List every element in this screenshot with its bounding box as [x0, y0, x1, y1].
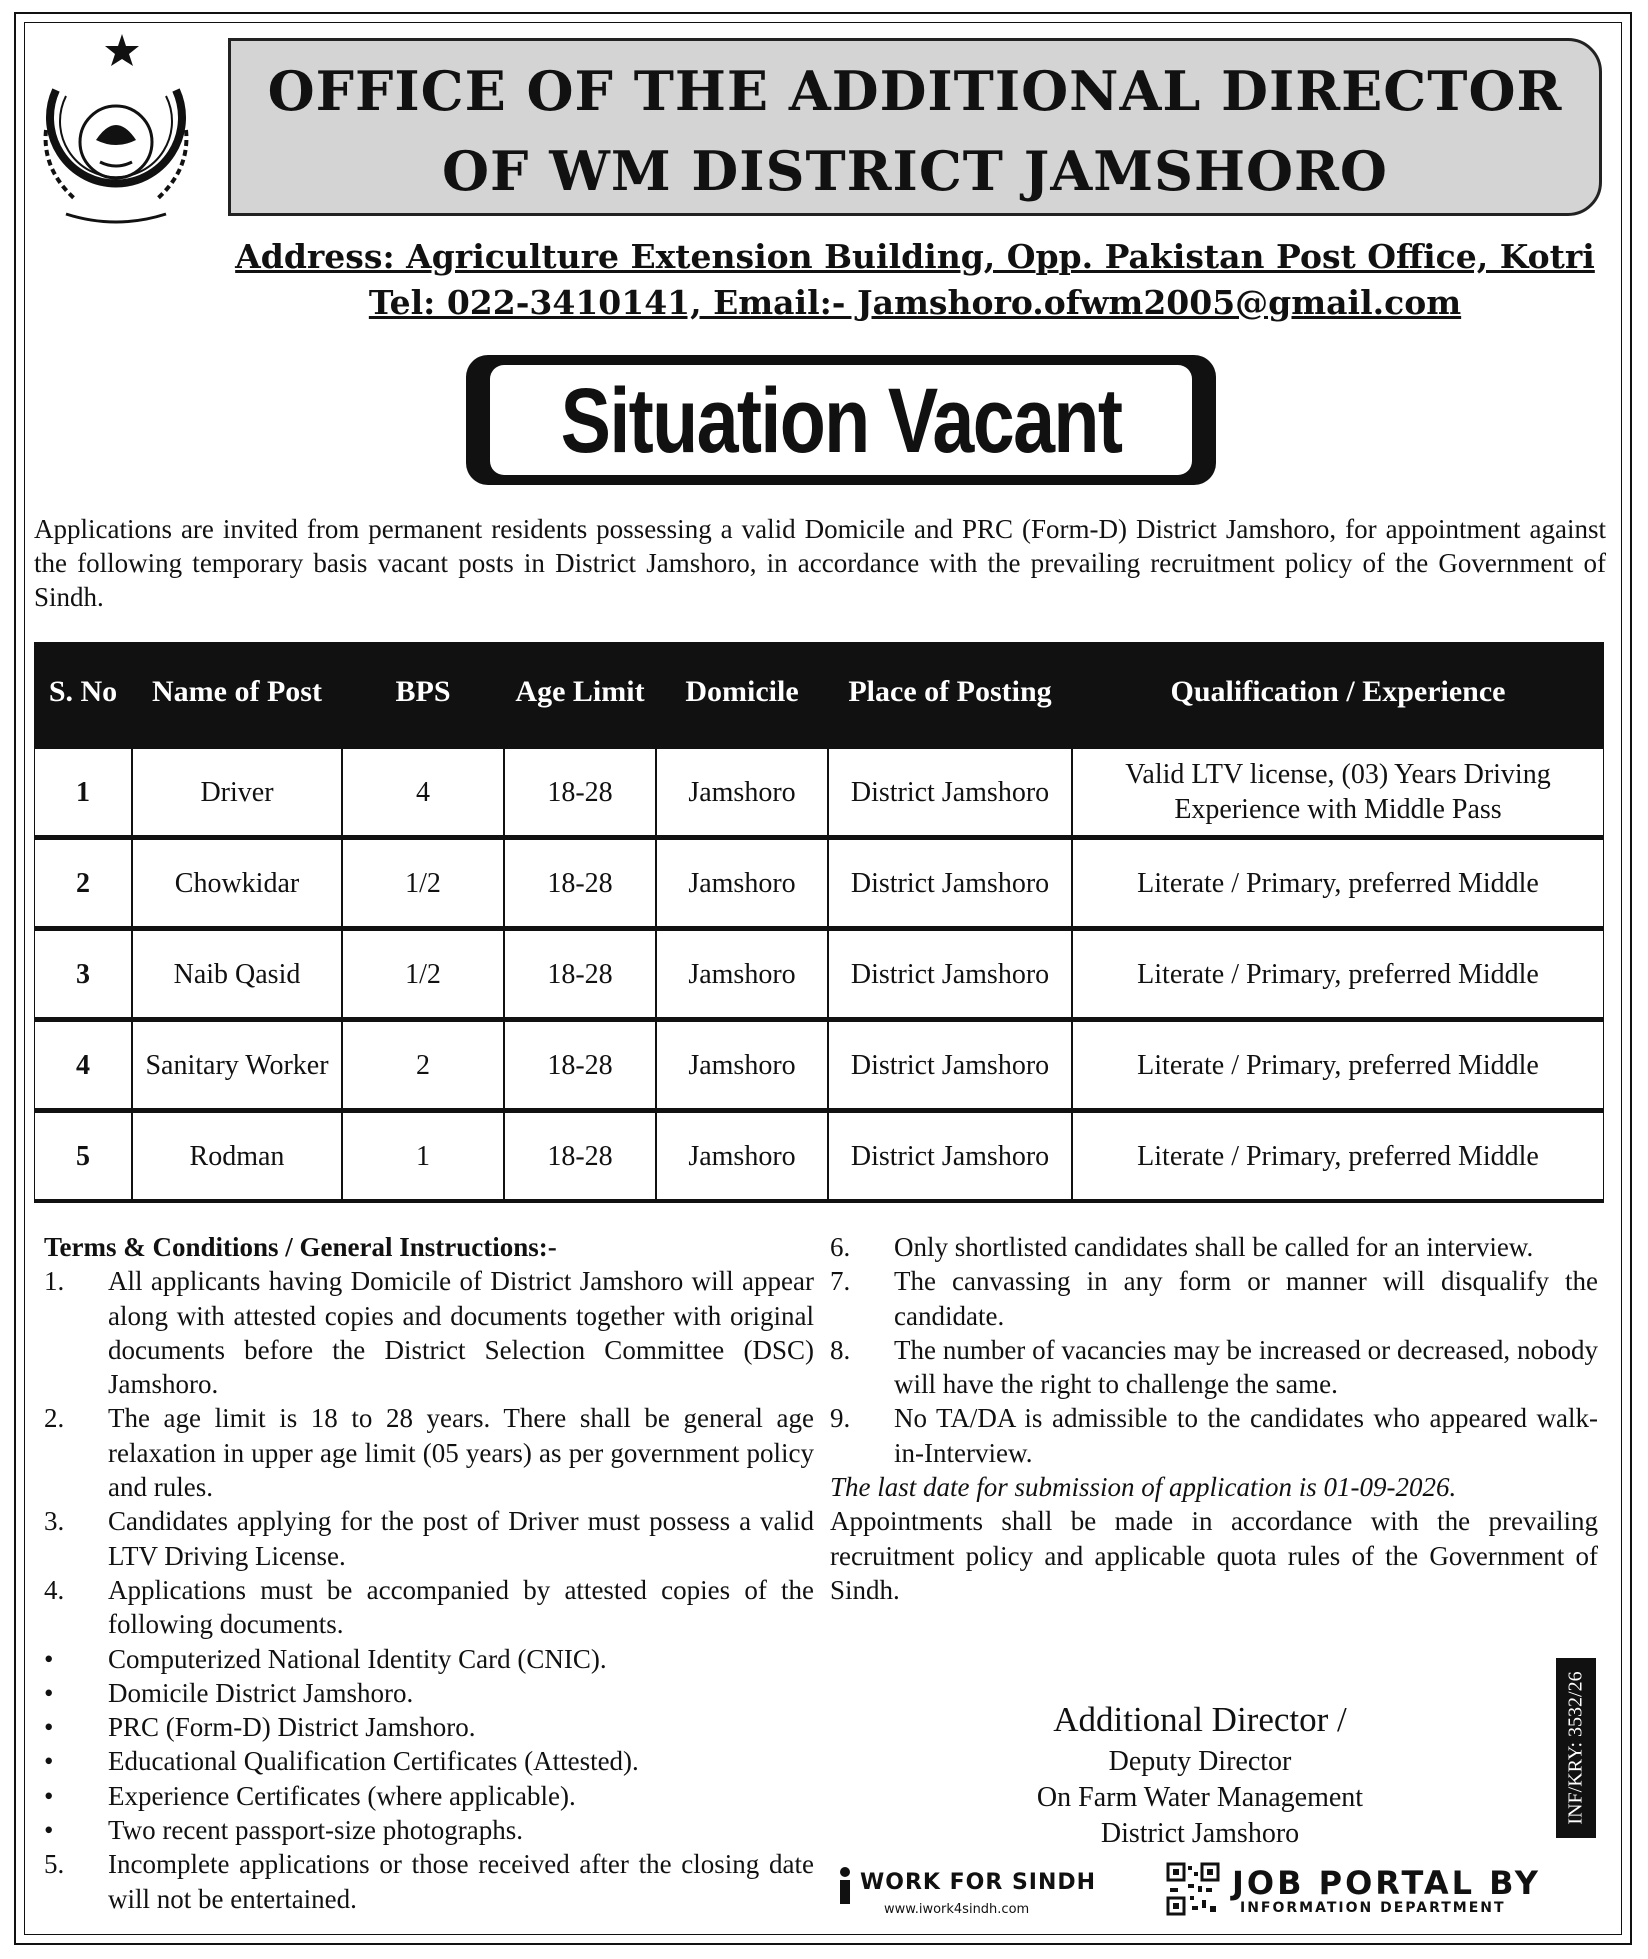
header-age: Age Limit — [504, 642, 656, 748]
qr-code-icon — [1166, 1862, 1220, 1916]
document-bullet — [44, 1676, 814, 1710]
term-item — [830, 1264, 1598, 1333]
government-of-sindh-emblem-icon — [26, 30, 198, 230]
office-title-line1: OFFICE OF THE ADDITIONAL DIRECTOR — [267, 59, 1563, 123]
term-item — [830, 1230, 1598, 1264]
cell-sno: 2 — [34, 839, 132, 930]
bullet-marker: • — [44, 1815, 54, 1846]
office-title-box — [228, 38, 1602, 216]
cell-post: Rodman — [132, 1112, 342, 1203]
signatory-designation: Deputy Director — [1108, 1746, 1292, 1777]
cell-age: 18-28 — [504, 1021, 656, 1112]
cell-age: 18-28 — [504, 1112, 656, 1203]
term-text: Candidates applying for the post of Driver must possess a valid LTV Driving License. — [108, 1506, 814, 1571]
cell-bps: 1/2 — [342, 930, 504, 1021]
iwork-url: www.iwork4sindh.com — [884, 1902, 1030, 1917]
cell-qualification: Literate / Primary, preferred Middle — [1072, 1021, 1604, 1112]
header-bps: BPS — [342, 642, 504, 748]
bullet-text: Computerized National Identity Card (CNIC). — [108, 1643, 607, 1674]
cell-qualification: Valid LTV license, (03) Years Driving Experience with Middle Pass — [1072, 748, 1604, 839]
term-text: The age limit is 18 to 28 years. There shall be general age relaxation in upper age limit (05 years) as per government policy and rules. — [108, 1403, 814, 1503]
cell-post: Naib Qasid — [132, 930, 342, 1021]
term-number: 7. — [830, 1266, 851, 1297]
intro-paragraph: Applications are invited from permanent residents possessing a valid Domicile and PRC (Form-D) District Jamshoro, for appointment against the following temporary basis vacant posts in District Jamshoro, in accordance with the prevailing recruitment policy of the Government of Sindh. — [34, 514, 1606, 612]
last-date-notice: The last date for submission of application is 01-09-2026. — [830, 1472, 1457, 1503]
header-sno: S. No — [34, 642, 132, 748]
document-bullet — [44, 1642, 814, 1676]
signatory-title: Additional Director / — [1053, 1700, 1347, 1739]
term-item — [830, 1401, 1598, 1470]
cell-post: Driver — [132, 748, 342, 839]
office-title-line2: OF WM DISTRICT JAMSHORO — [442, 139, 1388, 203]
header-qualification: Qualification / Experience — [1072, 642, 1604, 748]
terms-heading: Terms & Conditions / General Instructions:- — [44, 1232, 557, 1262]
signatory-district: District Jamshoro — [1100, 1818, 1300, 1849]
cell-domicile: Jamshoro — [656, 839, 828, 930]
term-item — [44, 1401, 814, 1504]
cell-domicile: Jamshoro — [656, 930, 828, 1021]
office-address: Address: Agriculture Extension Building, Opp. Pakistan Post Office, Kotri — [235, 237, 1595, 276]
document-bullet — [44, 1779, 814, 1813]
term-number: 6. — [830, 1232, 851, 1262]
table-row — [34, 839, 1604, 930]
term-text: Only shortlisted candidates shall be called for an interview. — [894, 1232, 1534, 1262]
term-number: 4. — [44, 1574, 65, 1605]
term-text: Applications must be accompanied by attested copies of the following documents. — [108, 1574, 814, 1640]
cell-age: 18-28 — [504, 930, 656, 1021]
document-bullet — [44, 1813, 814, 1847]
cell-qualification: Literate / Primary, preferred Middle — [1072, 839, 1604, 930]
terms-right-column — [830, 1230, 1598, 1607]
header-posting: Place of Posting — [828, 642, 1072, 748]
bullet-text: Domicile District Jamshoro. — [108, 1677, 414, 1708]
signatory-department: On Farm Water Management — [1036, 1782, 1364, 1813]
term-item — [44, 1573, 814, 1642]
cell-sno: 4 — [34, 1021, 132, 1112]
cell-posting: District Jamshoro — [828, 1021, 1072, 1112]
iwork-title: WORK FOR SINDH — [860, 1870, 1097, 1895]
header-post: Name of Post — [132, 642, 342, 748]
cell-sno: 3 — [34, 930, 132, 1021]
office-contact: Tel: 022-3410141, Email:- Jamshoro.ofwm2005@gmail.com — [368, 283, 1462, 322]
term-text: The number of vacancies may be increased or decreased, nobody will have the right to challenge the same. — [894, 1334, 1598, 1400]
term-item — [44, 1264, 814, 1401]
term-number: 1. — [44, 1266, 65, 1297]
term-number: 2. — [44, 1403, 65, 1434]
cell-post: Chowkidar — [132, 839, 342, 930]
cell-posting: District Jamshoro — [828, 930, 1072, 1021]
cell-sno: 5 — [34, 1112, 132, 1203]
document-bullet — [44, 1744, 814, 1778]
cell-posting: District Jamshoro — [828, 1112, 1072, 1203]
cell-bps: 2 — [342, 1021, 504, 1112]
bullet-text: Two recent passport-size photographs. — [108, 1815, 523, 1846]
cell-posting: District Jamshoro — [828, 839, 1072, 930]
table-row — [34, 1021, 1604, 1112]
job-portal-logo — [1232, 1864, 1594, 1920]
term-item — [44, 1847, 814, 1916]
table-row — [34, 748, 1604, 839]
iwork-for-sindh-logo — [834, 1862, 1144, 1920]
situation-vacant-inner — [490, 365, 1192, 475]
term-number: 8. — [830, 1334, 851, 1365]
vacancy-table — [34, 642, 1604, 1203]
cell-domicile: Jamshoro — [656, 748, 828, 839]
situation-vacant-banner — [466, 355, 1216, 485]
term-text: All applicants having Domicile of District Jamshoro will appear along with attested copies and documents together with original documents before the District Selection Committee (DSC) Jamshoro. — [108, 1266, 814, 1400]
term-number: 5. — [44, 1849, 65, 1880]
table-header-row — [34, 642, 1604, 748]
term-text: The canvassing in any form or manner will disqualify the candidate. — [894, 1266, 1598, 1331]
bullet-text: Educational Qualification Certificates (Attested). — [108, 1746, 639, 1777]
cell-posting: District Jamshoro — [828, 748, 1072, 839]
bullet-marker: • — [44, 1746, 54, 1777]
bullet-text: PRC (Form-D) District Jamshoro. — [108, 1712, 476, 1743]
reference-number-tag — [1556, 1658, 1596, 1838]
cell-age: 18-28 — [504, 748, 656, 839]
bullet-marker: • — [44, 1643, 54, 1674]
cell-qualification: Literate / Primary, preferred Middle — [1072, 930, 1604, 1021]
table-row — [34, 930, 1604, 1021]
situation-vacant-text: Situation Vacant — [560, 370, 1122, 472]
term-text: No TA/DA is admissible to the candidates who appeared walk-in-Interview. — [894, 1403, 1598, 1468]
cell-bps: 4 — [342, 748, 504, 839]
bullet-marker: • — [44, 1712, 54, 1743]
term-number: 9. — [830, 1403, 851, 1434]
term-number: 3. — [44, 1506, 65, 1537]
cell-domicile: Jamshoro — [656, 1021, 828, 1112]
bullet-marker: • — [44, 1780, 54, 1811]
cell-age: 18-28 — [504, 839, 656, 930]
term-text: Incomplete applications or those received after the closing date will not be entertained. — [108, 1849, 814, 1914]
closing-paragraph: Appointments shall be made in accordance with the prevailing recruitment policy and applicable quota rules of the Government of Sindh. — [830, 1506, 1598, 1605]
header-domicile: Domicile — [656, 642, 828, 748]
job-portal-subtitle: INFORMATION DEPARTMENT — [1240, 1900, 1506, 1916]
cell-sno: 1 — [34, 748, 132, 839]
iwork-logo-icon — [834, 1866, 856, 1906]
cell-bps: 1 — [342, 1112, 504, 1203]
term-item — [44, 1504, 814, 1573]
cell-bps: 1/2 — [342, 839, 504, 930]
term-item — [830, 1333, 1598, 1402]
terms-left-column — [44, 1230, 814, 1916]
bullet-marker: • — [44, 1677, 54, 1708]
cell-qualification: Literate / Primary, preferred Middle — [1072, 1112, 1604, 1203]
table-row — [34, 1112, 1604, 1203]
cell-domicile: Jamshoro — [656, 1112, 828, 1203]
bullet-text: Experience Certificates (where applicable). — [108, 1780, 576, 1811]
document-bullet — [44, 1710, 814, 1744]
cell-post: Sanitary Worker — [132, 1021, 342, 1112]
job-portal-title: JOB PORTAL BY — [1232, 1864, 1541, 1902]
reference-number: INF/KRY: 3532/26 — [1564, 1671, 1587, 1825]
